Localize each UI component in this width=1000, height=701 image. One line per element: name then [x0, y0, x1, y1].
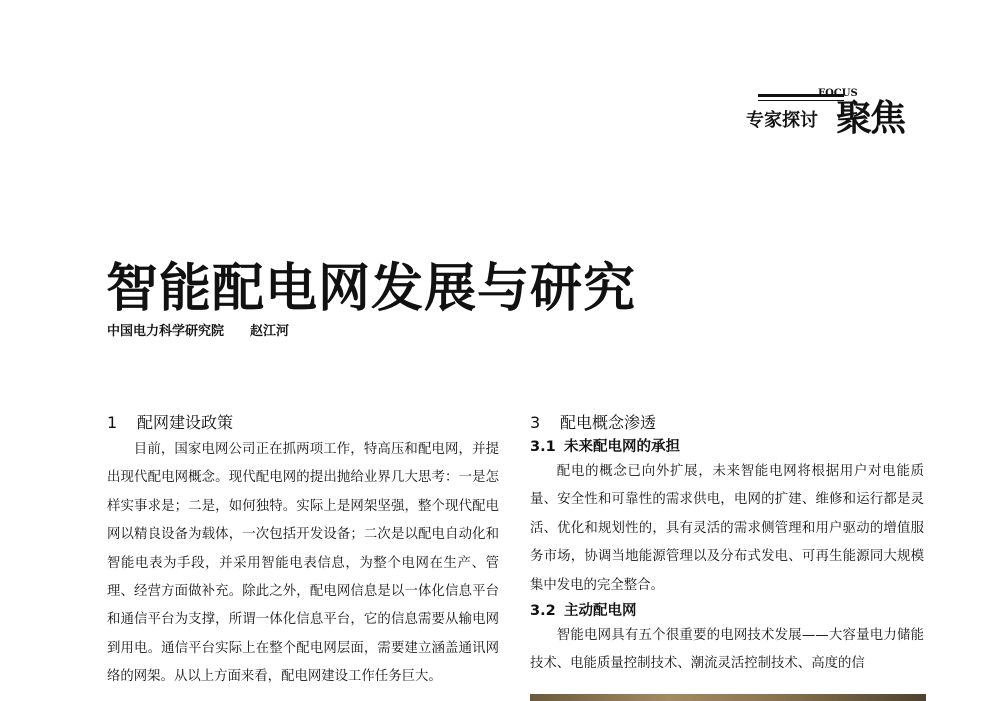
subsection-title: 主动配电网 — [564, 603, 637, 620]
section-title: 配电概念渗透 — [560, 413, 657, 432]
column-title: 聚焦 — [836, 98, 905, 139]
left-column — [107, 410, 499, 701]
column-english-label: FOCUS — [818, 88, 858, 99]
column-header — [736, 86, 926, 138]
section-number: 1 — [107, 413, 118, 432]
body-paragraph: 配电的概念已向外扩展，未来智能电网将根据用户对电能质量、安全性和可靠性的需求供电，电网的扩建、维修和运行都是灵活、优化和规划性的，具有灵活的需求侧管理和用户驱动的增值服务市场，协调当地能源管理以及分布式发电、可再生能源同大规模集中发电的完全整合。 — [530, 464, 924, 593]
article-title: 智能配电网发展与研究 — [106, 258, 637, 319]
header-rule-thin — [758, 100, 844, 101]
body-paragraph: 智能电网具有五个很重要的电网技术发展——大容量电力储能技术、电能质量控制技术、潮流灵活控制技术、高度的信 — [530, 628, 924, 672]
byline — [107, 320, 289, 339]
section-heading — [107, 410, 499, 436]
right-column — [530, 410, 924, 701]
subsection-number: 3.1 — [530, 439, 556, 455]
body-paragraph: 目前，国家电网公司正在抓两项工作，特高压和配电网，并提出现代配电网概念。现代配电网的提出抛给业界几大思考：一是怎样实事求是；二是，如何独特。实际上是网架坚强，整个现代配电网以精良设备为载体，一次包括开发设备；二次是以配电自动化和智能电表为手段，并采用智能电表信息，为整个电网在生产、管理、经营方面做补充。除此之外，配电网信息是以一体化信息平台和通信平台为支撑，所谓一体化信息平台，它的信息需要从输电网到用电。通信平台实际上在整个配电网层面，需要建立涵盖通讯网络的网架。从以上方面来看，配电网建设工作任务巨大。 — [107, 442, 499, 685]
photo-edge — [530, 694, 926, 701]
institution: 中国电力科学研究院 — [107, 324, 225, 339]
section-heading — [530, 410, 924, 436]
subsection-number: 3.2 — [530, 603, 556, 620]
section-number: 3 — [530, 413, 541, 432]
section-title: 配网建设政策 — [137, 413, 234, 432]
subsection-title: 未来配电网的承担 — [564, 439, 680, 455]
subsection-heading — [530, 600, 924, 622]
column-subtitle: 专家探讨 — [746, 110, 818, 131]
author: 赵江河 — [250, 324, 290, 339]
subsection-heading — [530, 436, 924, 458]
